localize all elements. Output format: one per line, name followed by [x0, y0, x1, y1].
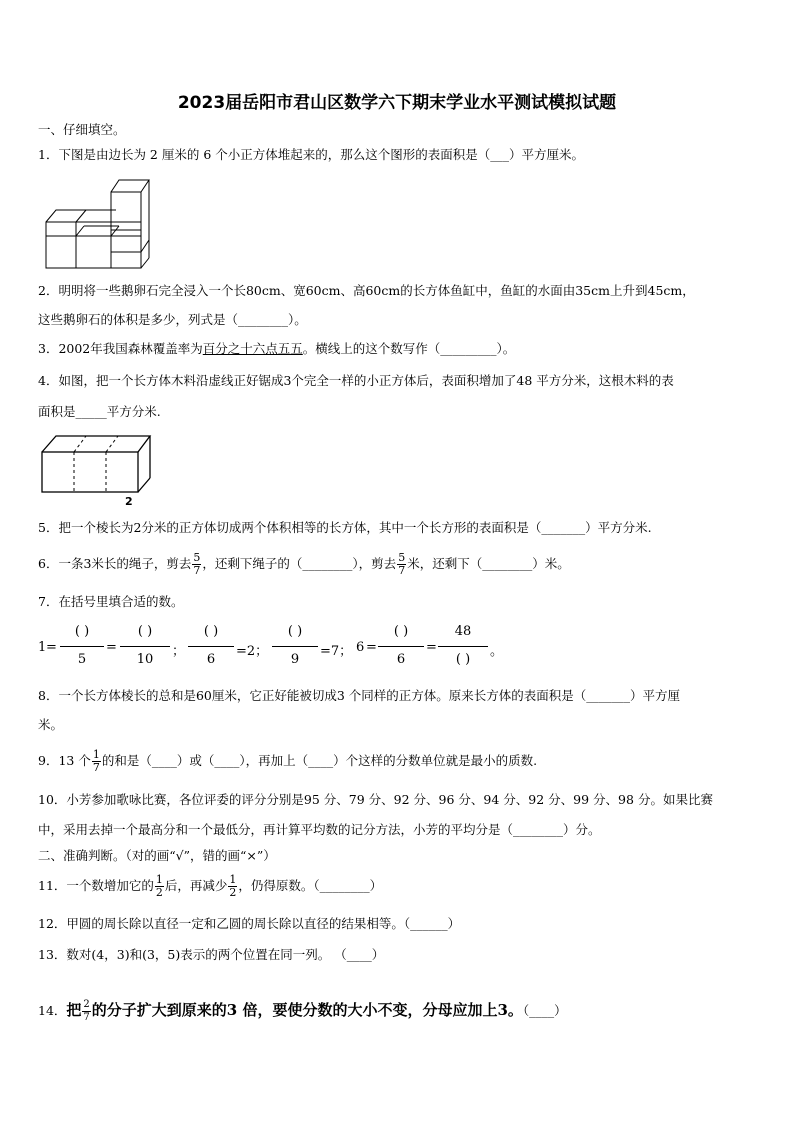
question-14-text-b: 的分子扩大到原来的3 倍，要使分数的大小不变，分母应加上3。 [91, 1001, 523, 1019]
cuboid-figure [38, 432, 156, 512]
fraction-1-2 [155, 874, 164, 899]
eq-sign: = [46, 640, 57, 655]
question-14 [38, 992, 567, 1029]
fraction-numerator: 1 [92, 748, 100, 761]
question-4-line-2: 面积是_____平方分米. [38, 404, 161, 419]
question-11-text-a: 11．一个数增加它的 [38, 878, 154, 893]
question-12: 12．甲圆的周长除以直径一定和乙圆的周长除以直径的结果相等。（______） [38, 916, 461, 931]
question-10-line-1: 10．小芳参加歌咏比赛，各位评委的评分分别是95 分、79 分、92 分、96 分、94 分、92 分、99 分、98 分。如果比赛 [38, 792, 713, 807]
fraction-denominator: 7 [398, 564, 406, 577]
question-14-answer-blank: （____） [522, 1003, 567, 1018]
question-11-text-c: ，仍得原数。（________） [238, 878, 383, 893]
question-3-underlined-number: 百分之十六点五五 [202, 341, 303, 356]
question-14-number: 14． [38, 1003, 67, 1018]
question-2-line-1: 2．明明将一些鹅卵石完全浸入一个长80cm、宽60cm、高60cm的长方体鱼缸中，鱼缸的水面由35cm上升到45cm， [38, 283, 695, 298]
denominator: 6 [206, 652, 216, 667]
equation-result: =2； [236, 644, 269, 659]
fraction-2-7 [82, 999, 90, 1024]
fraction-denominator: 2 [229, 886, 237, 899]
fraction-1-2 [228, 874, 237, 899]
denominator: 10 [136, 652, 154, 667]
cuboid-dimension-label: 2 [125, 495, 133, 508]
blank-denominator: ( ) [455, 652, 471, 667]
blank-numerator: ( ) [203, 624, 219, 639]
eq-sign: = [106, 640, 117, 655]
question-6-text-c: 米，还剩下（________）米。 [407, 556, 570, 571]
fraction-numerator: 5 [193, 551, 201, 564]
eq-sign: = [426, 640, 437, 655]
question-1: 1．下图是由边长为 2 厘米的 6 个小正方体堆起来的，那么这个图形的表面积是（___）平方厘米。 [38, 147, 585, 162]
question-9 [38, 746, 537, 776]
separator: ； [172, 644, 186, 659]
blank-numerator: ( ) [393, 624, 409, 639]
cube-stack-figure [44, 178, 159, 270]
question-10-line-2: 中，采用去掉一个最高分和一个最低分，再计算平均数的记分方法，小芳的平均分是（________）分。 [38, 822, 601, 837]
question-7-label: 7．在括号里填合适的数。 [38, 594, 184, 609]
blank-numerator: ( ) [137, 624, 153, 639]
fraction-1-7 [92, 749, 101, 774]
fraction-denominator: 7 [92, 761, 100, 774]
fraction-numerator: 2 [83, 999, 90, 1010]
question-3-prefix: 3．2002年我国森林覆盖率为 [38, 341, 203, 356]
end-mark: 。 [490, 644, 504, 659]
question-6-text-a: 6．一条3米长的绳子，剪去 [38, 556, 192, 571]
question-11-text-b: 后，再减少 [164, 878, 228, 893]
question-14-text-a: 把 [66, 1001, 82, 1019]
eq-six: 6 [356, 640, 365, 655]
question-9-text-a: 9．13 个 [38, 753, 91, 768]
denominator: 6 [396, 652, 406, 667]
question-9-text-b: 的和是（____）或（____），再加上（____）个这样的分数单位就是最小的质数. [101, 753, 538, 768]
blank-numerator: ( ) [287, 624, 303, 639]
fraction-numerator: 5 [398, 551, 406, 564]
fraction-5-7 [397, 552, 406, 577]
fraction-5-7 [192, 552, 201, 577]
question-8-line-2: 米。 [38, 717, 64, 732]
denominator: 5 [77, 652, 87, 667]
numerator: 48 [454, 624, 472, 639]
question-3-suffix: 。横线上的这个数写作（_________）。 [302, 341, 516, 356]
blank-numerator: ( ) [74, 624, 90, 639]
question-2-line-2: 这些鹅卵石的体积是多少，列式是（________）。 [38, 312, 307, 327]
page-title: 2023届岳阳市君山区数学六下期末学业水平测试模拟试题 [177, 93, 617, 113]
fraction-numerator: 1 [229, 873, 237, 886]
question-3 [38, 341, 515, 357]
eq-one: 1 [38, 640, 47, 655]
question-6 [38, 549, 570, 579]
fraction-denominator: 7 [83, 1012, 90, 1023]
section-1-heading: 一、仔细填空。 [38, 122, 126, 137]
question-13: 13．数对(4，3)和(3，5)表示的两个位置在同一列。 （____） [38, 947, 385, 962]
eq-sign: = [366, 640, 377, 655]
fraction-denominator: 7 [193, 564, 201, 577]
denominator: 9 [290, 652, 300, 667]
question-4-line-1: 4．如图，把一个长方体木料沿虚线正好锯成3个完全一样的小正方体后，表面积增加了48 平方分米，这根木料的表 [38, 373, 674, 388]
question-11 [38, 871, 382, 901]
fraction-denominator: 2 [155, 886, 163, 899]
question-6-text-b: ，还剩下绳子的（________），剪去 [202, 556, 397, 571]
fraction-numerator: 1 [155, 873, 163, 886]
equation-result: =7； [320, 644, 353, 659]
question-8-line-1: 8．一个长方体棱长的总和是60厘米，它正好能被切成3 个同样的正方体。原来长方体的表面积是（_______）平方厘 [38, 688, 681, 703]
section-2-heading: 二、准确判断。（对的画“√”，错的画“×”） [38, 848, 276, 863]
question-5: 5．把一个棱长为2分米的正方体切成两个体积相等的长方体，其中一个长方形的表面积是（_______）平方分米. [38, 520, 652, 535]
